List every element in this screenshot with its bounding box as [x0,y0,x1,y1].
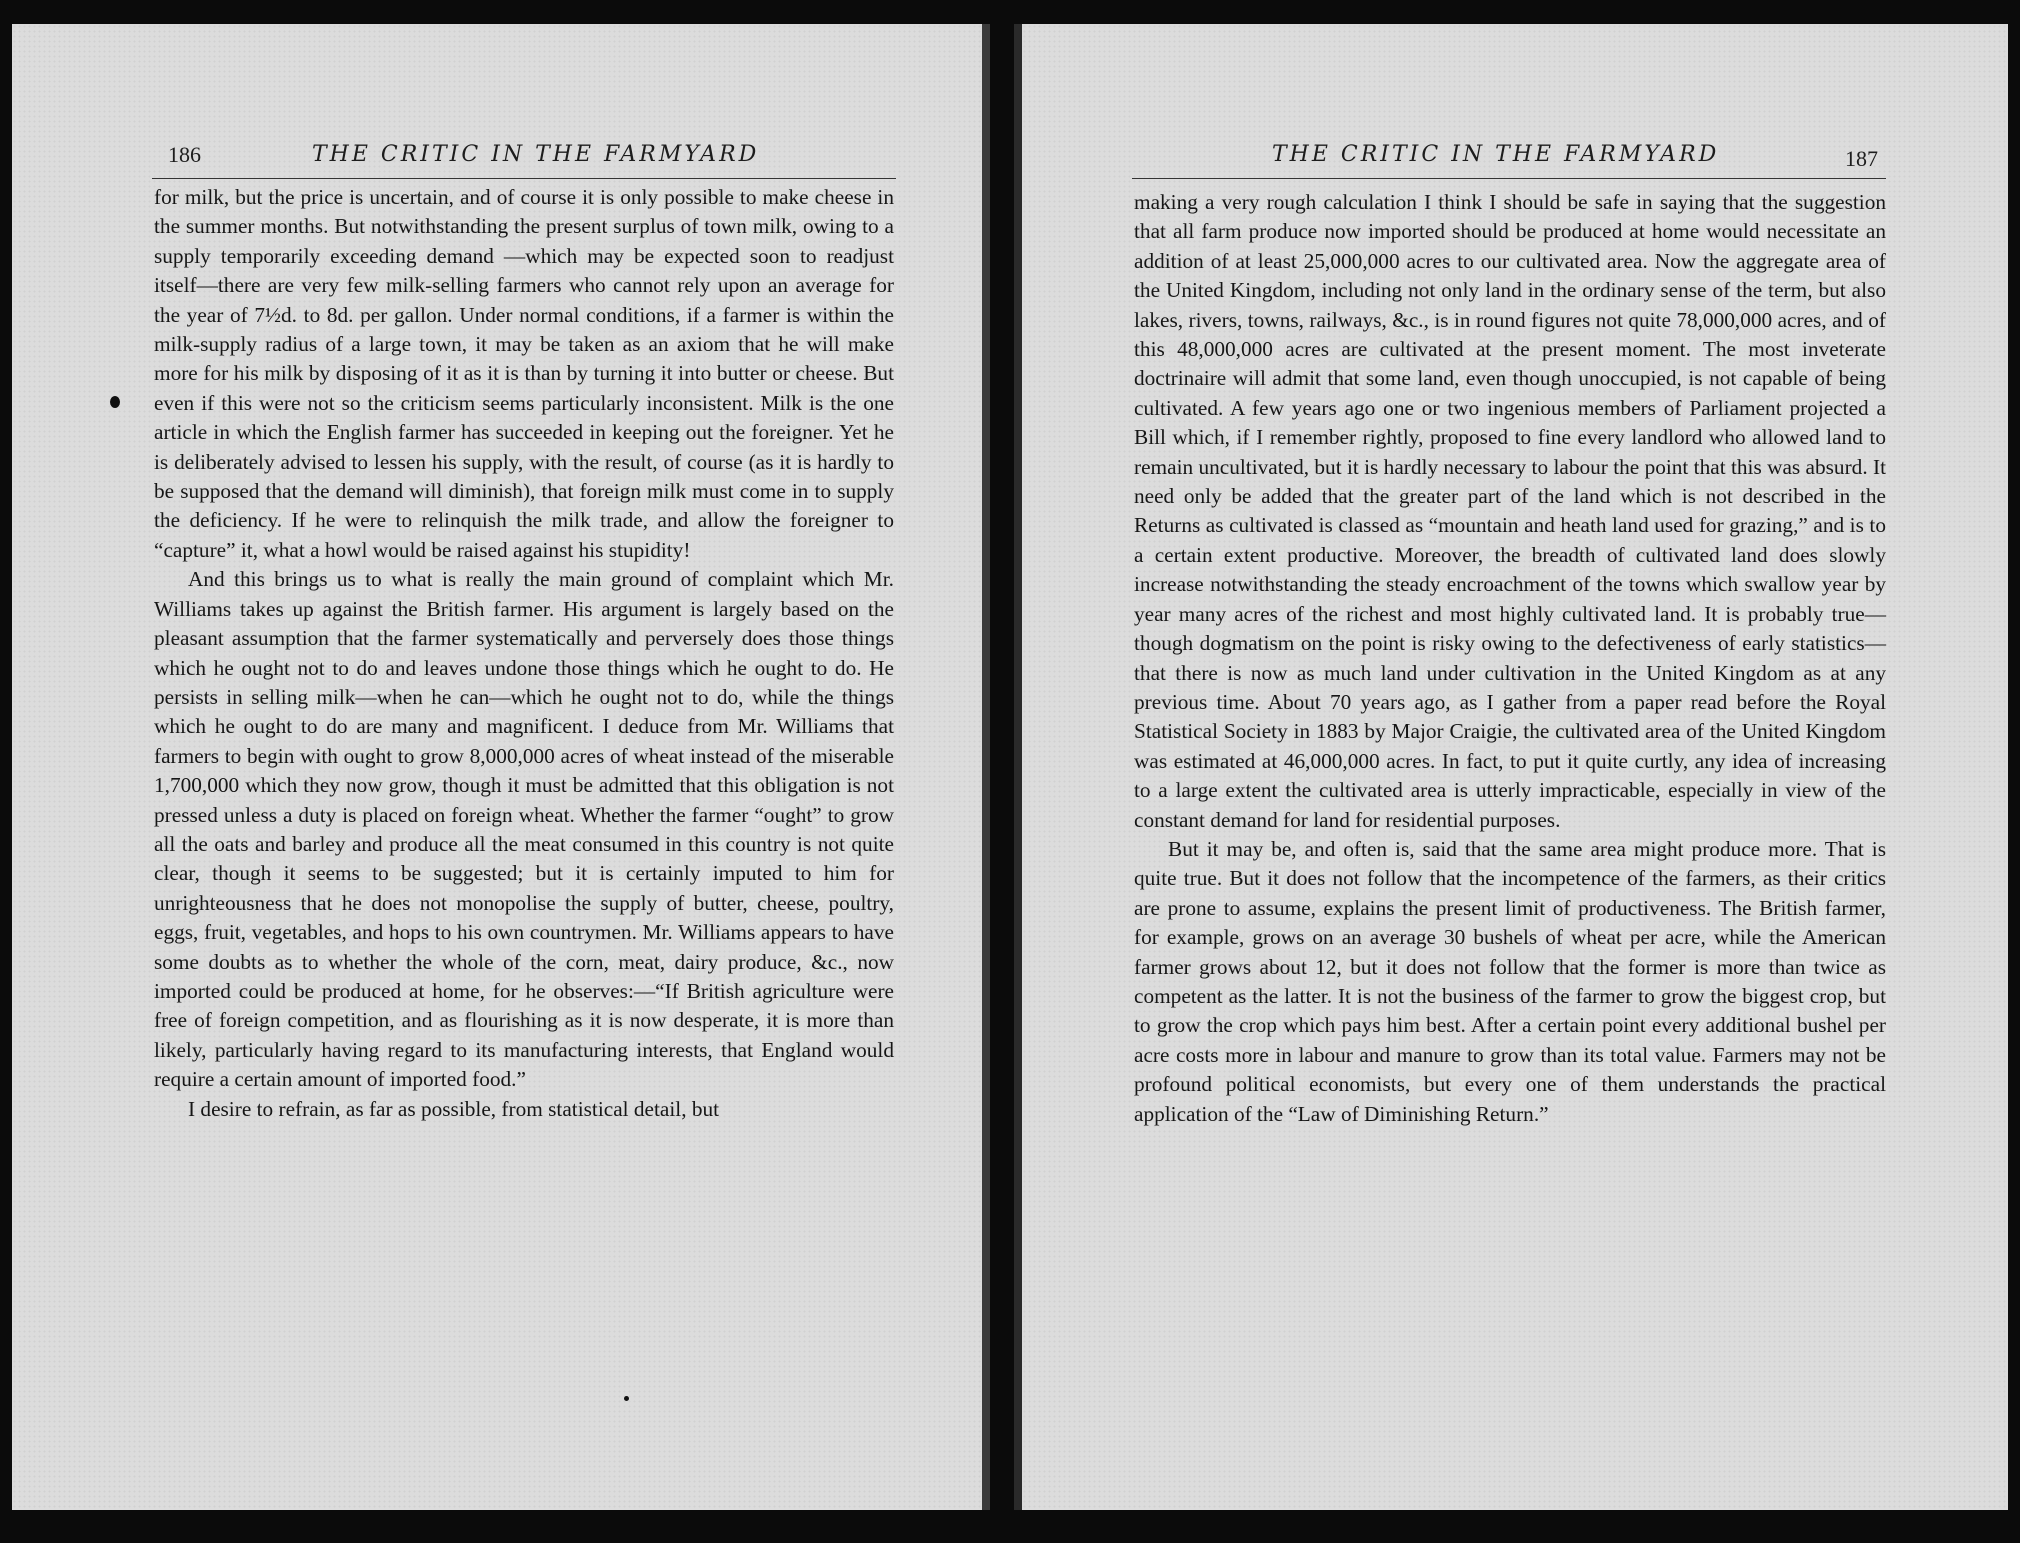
ink-speck [624,1396,629,1401]
left-paragraph-3: I desire to refrain, as far as possible, from statistical detail, but [188,1096,720,1121]
right-running-title: THE CRITIC IN THE FARMYARD [1272,142,1720,167]
left-page [12,24,990,1510]
left-page-number: 186 [168,142,201,167]
right-paragraph-2: But it may be, and often is, said that the same area might produce more. That is quite true. But it does not follow that the incompetence of the farmers, as their critics are prone to assume, explains the present limit of productiveness. The British farmer, for example, grows on an average 30 bushels of wheat per acre, while the American farmer grows about 12, but it does not follow that the former is more than twice as competent as the latter. It is not the business of the farmer to grow the biggest crop, but to grow the crop which pays him best. After a certain point every additional bushel per acre costs more in labour and manure to grow than its total value. Farmers may not be profound political economists, but every one of them understands the practical application of the “Law of Diminishing Return.” [1134,836,1886,1126]
right-page [1014,24,2008,1510]
right-page-number: 187 [1845,146,1878,171]
right-body-text [1134,188,1886,1129]
right-page-header [1132,116,1886,179]
left-body-text [154,183,894,1124]
right-paragraph-1: making a very rough calculation I think I should be safe in saying that the suggestion that all farm produce now imported should be produced at home would necessitate an addition of at least 25,000,000 acres to our cultivated area. Now the aggregate area of the United Kingdom, including not only land in the ordinary sense of the term, but also lakes, rivers, towns, railways, &c., is in round figures not quite 78,000,000 acres, and of this 48,000,000 acres are cultivated at the present moment. The most inveterate doctrinaire will admit that some land, even though unoccupied, is not capable of being cultivated. A few years ago one or two ingenious members of Parliament projected a Bill which, if I remember rightly, proposed to fine every landlord who allowed land to remain uncultivated, but it is hardly necessary to labour the point that this was absurd. It need only be added that the greater part of the land which is not described in the Returns as cultivated is classed as “mountain and heath land used for grazing,” and is to a certain extent productive. Moreover, the breadth of cultivated land does slowly increase notwithstanding the steady encroachment of the towns which swallow year by year many acres of the richest and most highly cultivated land. It is probably true—though dogmatism on the point is risky owing to the defectiveness of early statistics—that there is now as much land under cultivation in the United Kingdom as at any previous time. About 70 years ago, as I gather from a paper read before the Royal Statistical Society in 1883 by Major Craigie, the cultivated area of the United Kingdom was estimated at 46,000,000 acres. In fact, to put it quite curtly, any idea of increasing to a large extent the cultivated area is utterly impracticable, especially in view of the constant demand for land for residential purposes. [1134,190,1886,832]
left-page-header [152,116,896,179]
ink-spot [110,396,120,408]
left-running-title: THE CRITIC IN THE FARMYARD [312,142,760,167]
left-paragraph-2: And this brings us to what is really the main ground of complaint which Mr. Williams takes up against the British farmer. His argument is largely based on the pleasant assumption that the farmer systematically and perversely does those things which he ought not to do and leaves undone those things which he ought to do. He persists in selling milk—when he can—which he ought not to do, while the things which he ought to do are many and magnificent. I deduce from Mr. Williams that farmers to begin with ought to grow 8,000,000 acres of wheat instead of the miserable 1,700,000 which they now grow, though it must be admitted that this obligation is not pressed unless a duty is placed on foreign wheat. Whether the farmer “ought” to grow all the oats and barley and produce all the meat consumed in this country is not quite clear, though it seems to be suggested; but it is certainly imputed to him for unrighteousness that he does not monopolise the supply of butter, cheese, poultry, eggs, fruit, vegetables, and hops to his own countrymen. Mr. Williams appears to have some doubts as to whether the whole of the corn, meat, dairy produce, &c., now imported could be produced at home, for he observes:—“If British agriculture were free of foreign competition, and as flourishing as it is now desperate, it is more than likely, particularly having regard to its manufacturing interests, that England would require a certain amount of imported food.” [154,567,894,1092]
left-paragraph-1: for milk, but the price is uncertain, and of course it is only possible to make cheese in the summer months. But notwithstanding the present surplus of town milk, owing to a supply temporarily exceeding demand —which may be expected soon to readjust itself—there are very few milk-selling farmers who cannot rely upon an average for the year of 7½d. to 8d. per gallon. Under normal conditions, if a farmer is within the milk-supply radius of a large town, it may be taken as an axiom that he will make more for his milk by disposing of it as it is than by turning it into butter or cheese. But even if this were not so the criticism seems particularly inconsistent. Milk is the one article in which the English farmer has succeeded in keeping out the foreigner. Yet he is deliberately advised to lessen his supply, with the result, of course (as it is hardly to be supposed that the demand will diminish), that foreign milk must come in to supply the deficiency. If he were to relinquish the milk trade, and allow the foreigner to “capture” it, what a howl would be raised against his stupidity! [154,185,894,562]
